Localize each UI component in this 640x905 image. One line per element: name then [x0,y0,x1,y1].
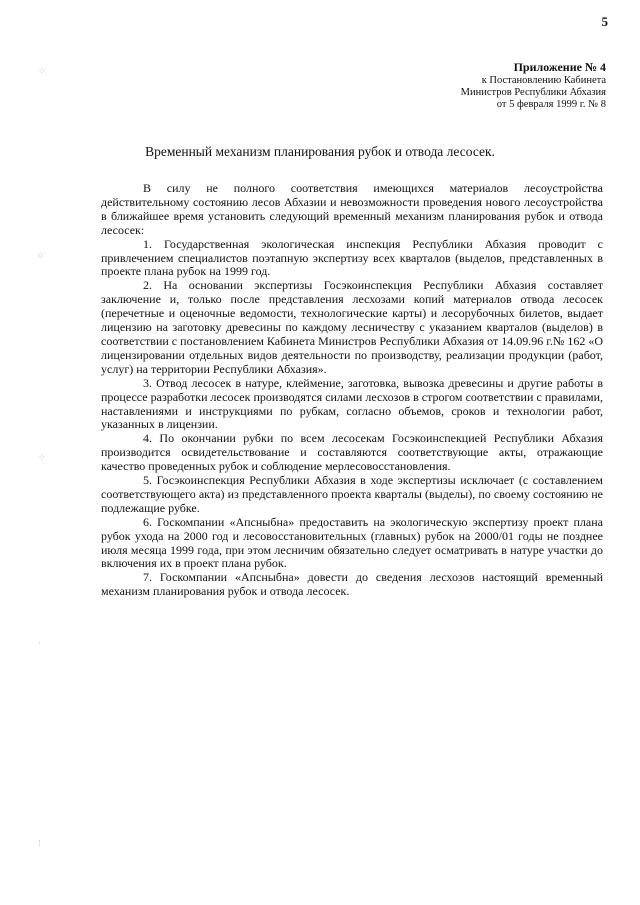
paragraph-6: 6. Госкомпании «Апсныбна» предоставить на экологическую экспертизу проект плана рубок ухода на 2000 год и лесовосстановительных (главных) рубок на 2000/01 годы не позднее июля месяца 1999 года, при этом лесничим обязательно следует осматривать в натуре участки до включения их в проект плана рубок. [101,514,603,571]
appendix-line-2: Министров Республики Абхазия [460,87,606,98]
document-body [101,182,603,599]
scan-speck: ⁝ [38,838,41,848]
paragraph-7: 7. Госкомпании «Апсныбна» довести до сведения лесхозов настоящий временный механизм планирования рубок и отвода лесосек. [101,570,603,599]
appendix-title: Приложение № 4 [513,60,606,74]
appendix-header [461,60,606,111]
scan-speck: ⁘ [38,66,46,76]
appendix-line-3: от 5 февраля 1999 г. № 8 [496,99,606,110]
paragraph-5: 5. Госэкоинспекция Республики Абхазия в ходе экспертизы исключает (с составлением соответствующего акта) из представленного проекта кварталы (выделы), по своему состоянию не подлежащие рубке. [101,473,603,515]
appendix-line-1: к Постановлению Кабинета [481,75,606,86]
paragraph-1: 1. Государственная экологическая инспекция Республики Абхазия проводит с привлечением специалистов поэтапную экспертизу всех кварталов (выделов, представленных в проекте плана рубок на 1999 год. [101,236,603,279]
page-number: 5 [601,14,608,29]
paragraph-2: 2. На основании экспертизы Госэкоинспекция Республики Абхазия составляет заключение и, только после представления лесхозами копий материалов отвода лесосек (перечетные и оценочные ведомости, технологические карты) и лесорубочных билетов, выдает лицензию на заготовку древесины по каждому лесничеству с указанием кварталов (выделов) в соответствии с постановлением Кабинета Министров Республики Абхазия от 14.09.96 г.№ 162 «О лицензировании отдельных видов деятельности по производству, реализации продукции (работ, услуг) на территории Республики Абхазия». [101,278,603,376]
paragraph-3: 3. Отвод лесосек в натуре, клеймение, заготовка, вывозка древесины и другие работы в процессе разработки лесосек производятся силами лесхозов в строгом соответствии с правилами, наставлениями и инструкциями по рубкам, согласно объемов, сроков и технологии работ, указанных в лицензии. [101,375,603,432]
scan-speck: ⁘ [38,452,46,462]
paragraph-4: 4. По окончании рубки по всем лесосекам Госэкоинспекцией Республики Абхазия производится освидетельствование и составляются соответствующие акты, отражающие качество проведенных рубок и соблюдение мерлесовосстановления. [101,431,603,474]
scan-speck: · [38,638,41,648]
scan-speck: ○ [38,250,44,260]
paragraph-intro: В силу не полного соответствия имеющихся материалов лесоустройства действительному состоянию лесов Абхазии и невозможности проведения нового лесоустройства в ближайшее время установить следующий временный механизм планирования рубок и отвода лесосек: [101,181,603,237]
document-title: Временный механизм планирования рубок и отвода лесосек. [145,144,495,159]
